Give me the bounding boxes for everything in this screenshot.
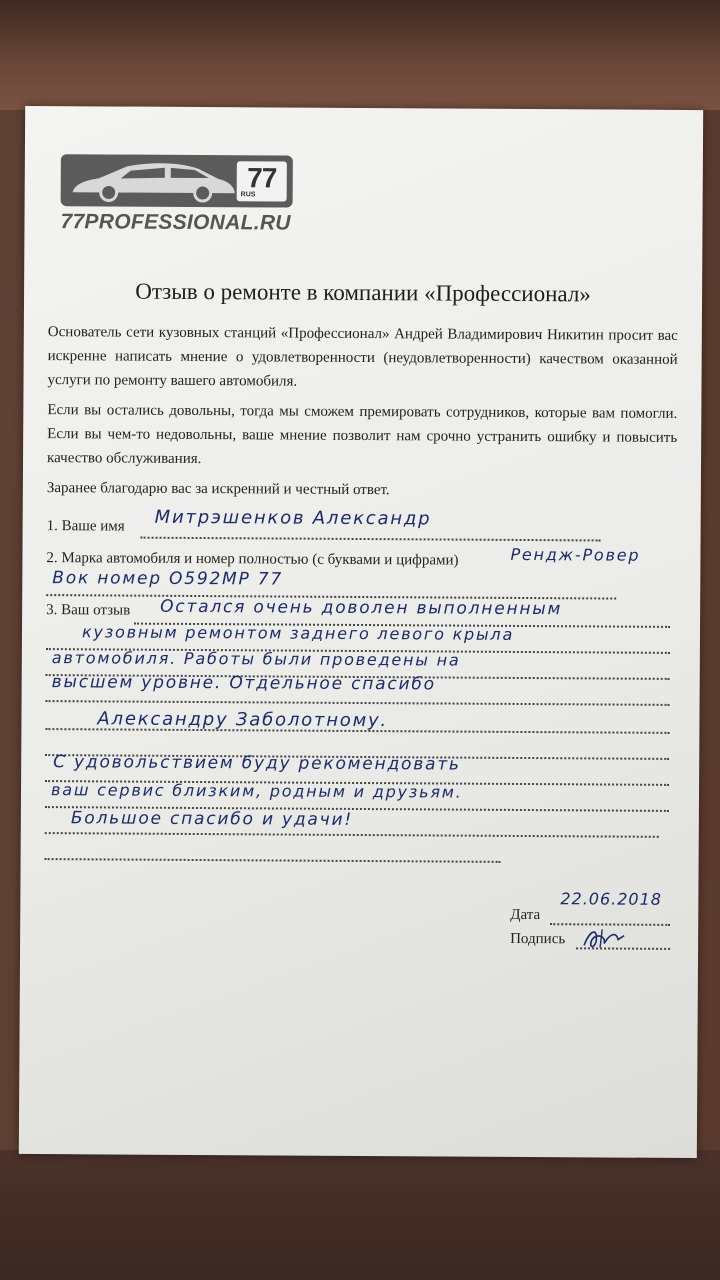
logo-plate-region: RUS (240, 191, 256, 199)
review-line-2: кузовным ремонтом заднего левого крыла (81, 622, 515, 644)
review-line-4: высшем уровне. Отдельное спасибо (51, 672, 436, 695)
review-line-3: автомобиля. Работы были проведены на (51, 648, 461, 670)
review-line-8: Большое спасибо и удачи! (70, 808, 354, 830)
review-line-1: Остался очень доволен выполненным (160, 596, 563, 620)
review-dotted-line-4 (46, 698, 670, 706)
logo-site-name: 77PROFESSIONAL.RU (60, 210, 291, 235)
answer-date: 22.06.2018 (560, 889, 663, 909)
car-silhouette-icon (69, 158, 237, 203)
handwritten-signature-icon (580, 925, 628, 953)
date-label: Дата (510, 906, 541, 924)
table-background-bottom (0, 1150, 720, 1280)
q1-dotted-line (141, 535, 601, 542)
logo-plate-number: 77 (237, 161, 287, 201)
review-dotted-line-9 (45, 830, 659, 838)
review-line-6: С удовольствием буду рекомендовать (53, 752, 461, 775)
feedback-form-sheet (19, 106, 703, 1158)
answer-car-line1: Рендж-Ровер (510, 544, 641, 565)
q2-label: 2. Марка автомобиля и номер полностью (с буквами и цифрами) (46, 550, 459, 569)
q3-label: 3. Ваш отзыв (46, 602, 131, 619)
purpose-paragraph: Если вы остались довольны, тогда мы сможем премировать сотрудников, которые вам помогли. Если вы чем-то недовольны, ваше мнение позволит нам срочно устранить ошибку и повысить качество обслуживания. (47, 402, 678, 468)
logo-plate (61, 154, 293, 207)
intro-paragraph: Основатель сети кузовных станций «Профессионал» Андрей Владимирович Никитин просит вас искренне написать мнение о удовлетворенности (неудовлетворенности) качеством оказанной услуги по ремонту вашего автомобиля. (47, 324, 678, 390)
review-line-5: Александру Заболотному. (97, 708, 389, 732)
signature-label: Подпись (510, 930, 566, 948)
answer-name: Митрэшенков Александр (154, 506, 432, 530)
q1-label: 1. Ваше имя (46, 518, 125, 535)
review-dotted-line-10 (45, 856, 501, 863)
document-title: Отзыв о ремонте в компании «Профессионал» (135, 278, 591, 307)
answer-car-line2: Вок номер О592МР 77 (52, 568, 284, 590)
review-line-7: ваш сервис близким, родным и друзьям. (50, 780, 463, 802)
company-logo (60, 154, 293, 245)
thanks-paragraph: Заранее благодарю вас за искренний и честный ответ. (46, 480, 390, 499)
table-background-top (0, 0, 720, 110)
